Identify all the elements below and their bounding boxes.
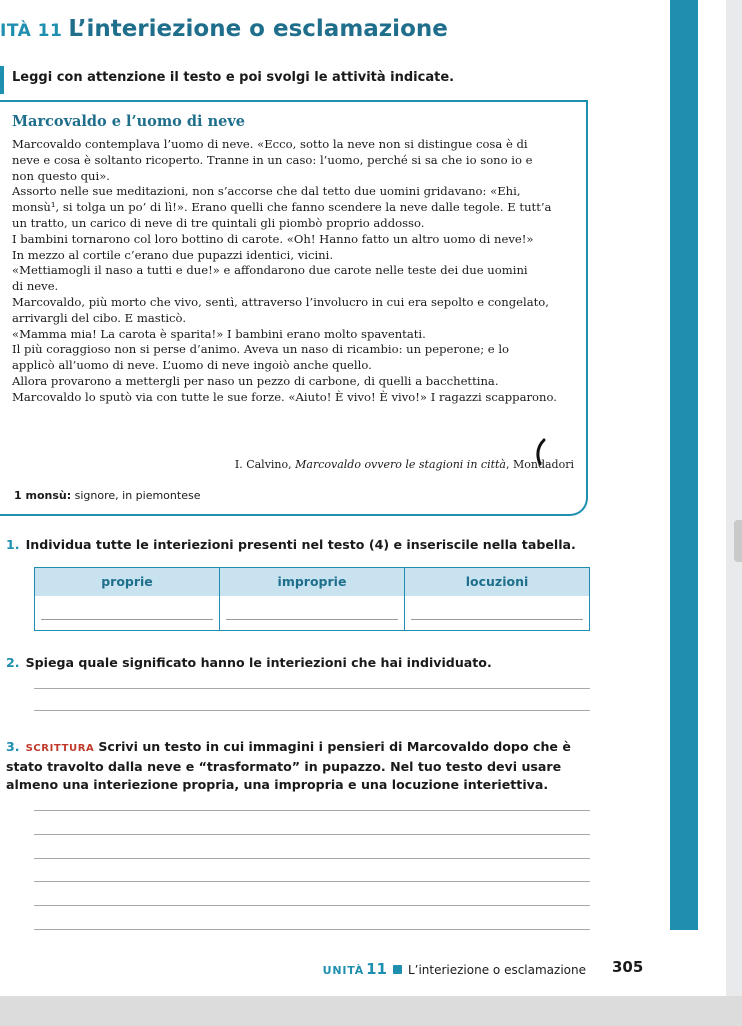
question-number: 1.	[6, 537, 20, 552]
reading-line: Il più coraggioso non si perse d’animo. Aveva un naso di ricambio: un peperone; e lo	[12, 342, 510, 357]
page-edge-tab	[734, 520, 742, 562]
footer-title: L’interiezione o esclamazione	[407, 963, 586, 977]
answer-line[interactable]	[34, 710, 590, 711]
source-work: Marcovaldo ovvero le stagioni in città	[295, 458, 506, 471]
source-publisher: , Mondadori	[505, 458, 574, 471]
reading-line: arrivargli del cibo. E masticò.	[12, 310, 187, 325]
instruction-marker	[0, 66, 4, 94]
unit-header	[0, 16, 448, 42]
reading-line: «Mamma mia! La carota è sparita!» I bambini erano molto spaventati.	[12, 326, 426, 341]
reading-line: Assorto nelle sue meditazioni, non s’accorse che dal tetto due uomini gridavano: «Ehi,	[12, 184, 521, 199]
question-text: Individua tutte le interiezioni presenti nel testo (4) e inseriscile nella tabella.	[25, 537, 576, 552]
column-header-locuzioni: locuzioni	[465, 574, 529, 589]
answer-line[interactable]	[34, 858, 590, 859]
reading-line: Marcovaldo, più morto che vivo, sentì, attraverso l’involucro in cui era sepolto e congelato,	[12, 294, 549, 309]
question-text: Scrivi un testo in cui immagini i pensieri di Marcovaldo dopo che è stato travolto dalla neve e “trasformato” in pupazzo. Nel tuo testo devi usare almeno una interiezione propria, una impropria e una locuzione interiettiva.	[6, 739, 571, 792]
answer-cell-proprie[interactable]	[35, 596, 220, 630]
question-text: Spiega quale significato hanno le interiezioni che hai individuato.	[25, 655, 492, 670]
reading-line: In mezzo al cortile c’erano due pupazzi identici, vicini.	[12, 247, 334, 262]
footnote-term: 1 monsù:	[14, 489, 72, 502]
reading-line: «Mettiamogli il naso a tutti e due!» e affondarono due carote nelle teste dei due uomini	[12, 263, 528, 278]
footer-unit-number: 11	[366, 960, 387, 978]
chapter-side-bar	[670, 0, 698, 930]
answer-line[interactable]	[34, 688, 590, 689]
answer-line[interactable]	[34, 905, 590, 906]
reading-title: Marcovaldo e l’uomo di neve	[12, 113, 245, 130]
reading-line: neve e cosa è soltanto ricoperto. Tranne in un caso: l’uomo, perché si sa che io sono io e	[12, 152, 533, 167]
table-answer-row	[35, 596, 589, 630]
reading-line: non questo qui».	[12, 168, 110, 183]
reading-line: Allora provarono a mettergli per naso un pezzo di carbone, di quelli a bacchettina.	[12, 373, 499, 388]
answer-line[interactable]	[34, 810, 590, 811]
page-right-margin	[726, 0, 742, 996]
answer-cell-improprie[interactable]	[220, 596, 405, 630]
footer-arrow-icon	[393, 965, 402, 974]
column-header-proprie: proprie	[35, 568, 220, 596]
source-citation	[0, 458, 574, 471]
footer-unit-label: UNITÀ	[322, 964, 365, 977]
unit-label: ITÀ 11	[0, 21, 63, 41]
question-3	[6, 738, 596, 794]
reading-line: monsù¹, si tolga un po’ di lì!». Erano quelli che fanno scendere la neve dalle tegole. E tutt’a	[12, 200, 552, 215]
column-header-improprie: improprie	[220, 568, 405, 596]
interjection-table	[34, 567, 590, 631]
reading-line: I bambini tornarono col loro bottino di carote. «Oh! Hanno fatto un altro uomo di neve!»	[12, 231, 534, 246]
page-number: 305	[612, 958, 644, 976]
reading-line: un tratto, un carico di neve di tre quintali gli piombò proprio addosso.	[12, 215, 425, 230]
answer-line[interactable]	[34, 929, 590, 930]
answer-line[interactable]	[34, 881, 590, 882]
reading-body	[12, 137, 582, 406]
reading-line: Marcovaldo lo sputò via con tutte le sue forze. «Aiuto! È vivo! È vivo!» I ragazzi scapparono.	[12, 389, 557, 404]
writing-tag: SCRITTURA	[25, 743, 95, 754]
footnote	[14, 489, 200, 502]
answer-cell-locuzioni[interactable]	[405, 596, 589, 630]
question-2	[6, 654, 492, 672]
reading-line: Marcovaldo contemplava l’uomo di neve. «Ecco, sotto la neve non si distingue cosa è di	[12, 137, 528, 151]
answer-line[interactable]	[34, 834, 590, 835]
page-title: L’interiezione o esclamazione	[68, 16, 448, 42]
question-1	[6, 536, 576, 554]
instruction-text: Leggi con attenzione il testo e poi svolgi le attività indicate.	[12, 70, 455, 85]
reading-line: applicò all’uomo di neve. L’uomo di neve ingoiò anche quello.	[12, 358, 372, 373]
reading-line: di neve.	[12, 279, 59, 294]
page-bottom-margin	[0, 996, 742, 1026]
question-number: 2.	[6, 655, 20, 670]
source-author: I. Calvino,	[234, 458, 296, 471]
table-header-row	[35, 568, 589, 596]
question-number: 3.	[6, 739, 20, 754]
page-footer	[0, 960, 586, 978]
footnote-definition: signore, in piemontese	[71, 489, 201, 502]
